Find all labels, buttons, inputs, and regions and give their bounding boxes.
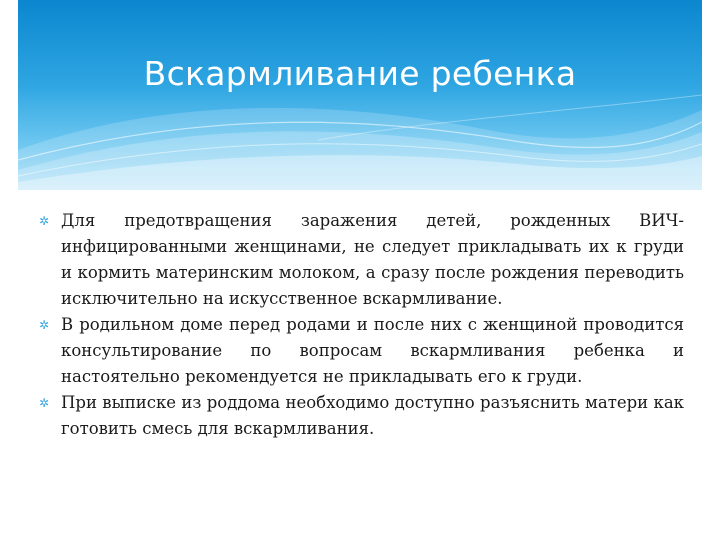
bullet-item-1 <box>36 208 684 312</box>
wave-decoration <box>18 0 702 190</box>
bullet-item-3 <box>36 390 684 442</box>
slide-title: Вскармливание ребенка <box>143 54 577 93</box>
title-banner <box>18 0 702 190</box>
asterisk-bullet-icon: ✲ <box>38 396 50 410</box>
asterisk-bullet-icon: ✲ <box>38 318 50 332</box>
bullet-text-2: В родильном доме перед родами и после них с женщиной проводится консультирование по вопросам вскармливания ребенка и настоятельно рекомендуется не прикладывать его к груди. <box>61 315 684 386</box>
bullet-item-2 <box>36 312 684 390</box>
bullet-text-1: Для предотвращения заражения детей, рожденных ВИЧ-инфицированными женщинами, не следует прикладывать их к груди и кормить материнским молоком, а сразу после рождения переводить исключительно на искусственное вскармливание. <box>61 211 684 308</box>
asterisk-bullet-icon: ✲ <box>38 214 50 228</box>
slide-content <box>36 208 684 442</box>
bullet-text-3: При выписке из роддома необходимо доступно разъяснить матери как готовить смесь для вскармливания. <box>61 393 684 438</box>
bullet-list <box>36 208 684 442</box>
